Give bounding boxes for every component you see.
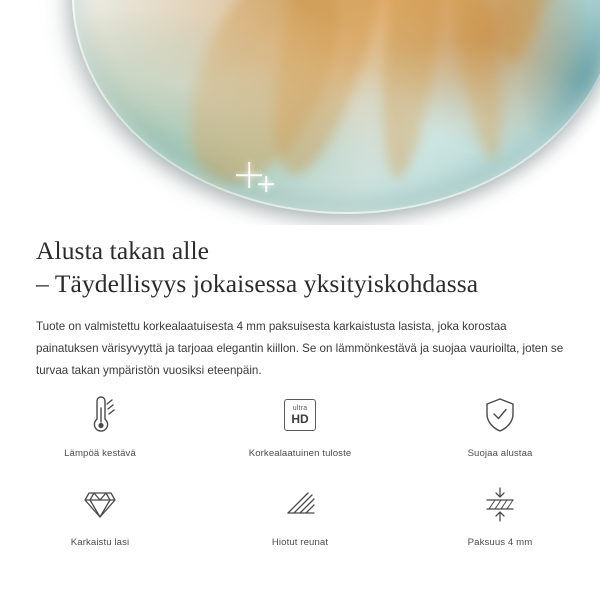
diamond-icon (74, 481, 126, 527)
thickness-arrows-icon (474, 481, 526, 527)
feature-item-heat-resistant (0, 392, 200, 459)
polished-edges-icon (274, 481, 326, 527)
feature-label: Karkaistu lasi (70, 537, 130, 548)
shield-check-icon (474, 392, 526, 438)
feature-item-surface-protection (400, 392, 600, 459)
thermometer-icon (74, 392, 126, 438)
feature-item-thickness (400, 481, 600, 548)
feature-label: Paksuus 4 mm (467, 537, 533, 548)
ultra-hd-badge-top: ultra (292, 405, 308, 412)
headline-line-2: – Täydellisyys jokaisessa yksityiskohdassa (36, 269, 479, 298)
round-glass-product-image (72, 0, 600, 214)
page-title (0, 225, 600, 300)
description-paragraph: Tuote on valmistettu korkealaatuisesta 4 mm paksuisesta karkaistusta lasista, joka korostaa painatuksen värisyvyyttä ja tarjoaa elegantin kiillon. Se on lämmönkestävä ja suojaa vaurioilta, joten se turvaa takan ympäristön vuosiksi eteenpäin. (36, 320, 564, 377)
feature-label: Hiotut reunat (271, 537, 329, 548)
feature-grid (0, 392, 600, 548)
description-content (0, 225, 600, 382)
feature-item-high-quality-print (200, 392, 400, 459)
feature-label: Lämpöä kestävä (64, 448, 136, 459)
feature-label: Suojaa alustaa (467, 448, 533, 459)
ultra-hd-icon (274, 392, 326, 438)
feature-item-polished-edges (200, 481, 400, 548)
headline-line-1: Alusta takan alle (36, 236, 210, 265)
ultra-hd-badge-bottom: HD (291, 412, 309, 426)
feature-item-tempered-glass (0, 481, 200, 548)
feature-label: Korkealaatuinen tuloste (248, 448, 352, 459)
hero-image (0, 0, 600, 225)
